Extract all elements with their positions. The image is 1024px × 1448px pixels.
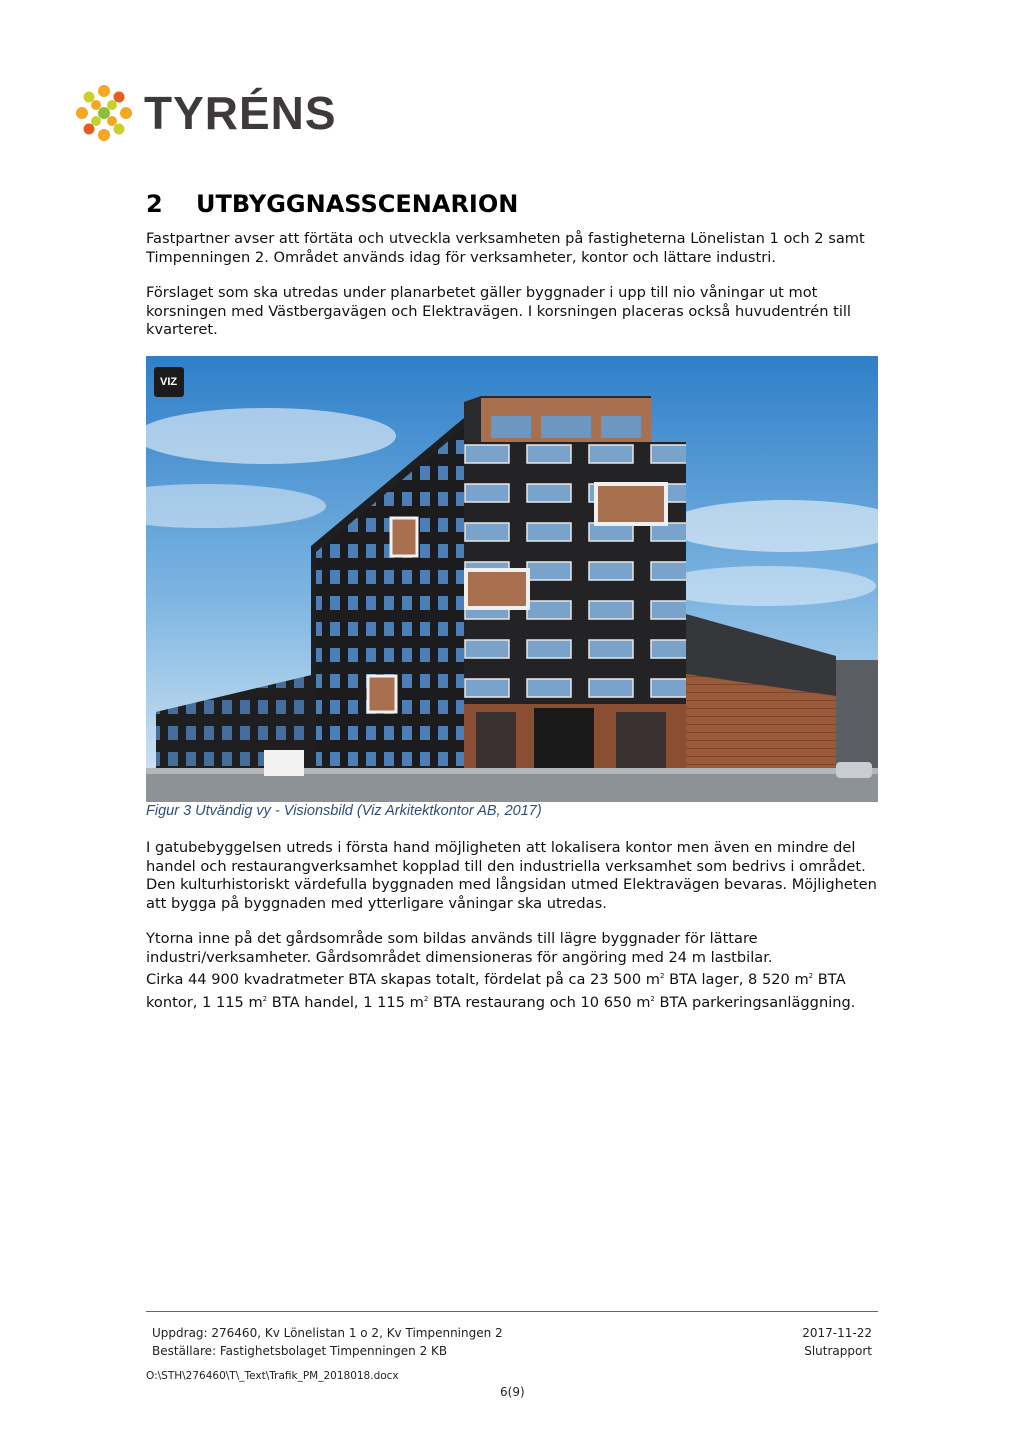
- area-text-e: BTA restaurang och 10 650 m: [428, 993, 651, 1011]
- footer-bestallare: Beställare: Fastighetsbolaget Timpenningen 2 KB: [152, 1344, 448, 1358]
- footer-date: 2017-11-22: [802, 1326, 872, 1340]
- paragraph-4-intro: Ytorna inne på det gårdsområde som bildas används till lägre byggnader för lättare industri/verksamheter. Gårdsområdet dimensioneras för angöring med 24 m lastbilar.: [146, 930, 773, 966]
- viz-badge: VIZ: [160, 376, 178, 388]
- footer-report-type: Slutrapport: [804, 1344, 872, 1358]
- section-heading: [146, 190, 518, 218]
- area-text-b: BTA lager, 8 520 m: [664, 971, 809, 988]
- building-image: [146, 356, 878, 802]
- superscript: 2: [650, 994, 655, 1003]
- tyrens-flower-icon: [76, 84, 132, 142]
- footer-uppdrag: Uppdrag: 276460, Kv Lönelistan 1 o 2, Kv Timpenningen 2: [152, 1326, 503, 1340]
- area-text-c: BTA kontor, 1 115 m: [146, 971, 846, 1011]
- section-title: UTBYGGNASSCENARION: [196, 190, 519, 218]
- superscript: 2: [808, 972, 814, 980]
- paragraph-4: [146, 930, 886, 1012]
- figure-caption: Figur 3 Utvändig vy - Visionsbild (Viz Arkitektkontor AB, 2017): [146, 803, 542, 819]
- footer-file-path: O:\STH\276460\T\_Text\Trafik_PM_2018018.docx: [146, 1370, 399, 1382]
- area-text-a: Cirka 44 900 kvadratmeter BTA skapas totalt, fördelat på ca 23 500 m: [146, 971, 660, 988]
- paragraph-2: Förslaget som ska utredas under planarbetet gäller byggnader i upp till nio våningar ut mot korsningen med Västbergavägen och Elektravägen. I korsningen placeras också huvudentrén till kvarteret.: [146, 284, 851, 338]
- tyrens-logo: [76, 84, 337, 142]
- paragraph-3: I gatubebyggelsen utreds i första hand möjligheten att lokalisera kontor men även en mindre del handel och restaurangverksamhet kopplad till den industriella verksamhet som bedrivs i området. Den kulturhistoriskt värdefulla byggnaden med långsidan utmed Elektravägen bevaras. Möjligheten att bygga på byggnaden med ytterligare våningar ska utredas.: [146, 839, 877, 912]
- superscript: 2: [423, 994, 429, 1003]
- page-number: 6(9): [500, 1385, 525, 1399]
- area-text-d: BTA handel, 1 115 m: [267, 993, 424, 1011]
- footer-divider: [146, 1311, 878, 1312]
- logo-wordmark: TYRÉNS: [144, 87, 337, 139]
- superscript: 2: [262, 994, 268, 1003]
- paragraph-1: Fastpartner avser att förtäta och utveckla verksamheten på fastigheterna Lönelistan 1 och 2 samt Timpenningen 2. Området används idag för verksamheter, kontor och lättare industri.: [146, 230, 865, 266]
- section-number: 2: [146, 190, 163, 218]
- building-visualization: [146, 356, 878, 802]
- area-text-f: BTA parkeringsanläggning.: [654, 993, 856, 1011]
- superscript: 2: [659, 972, 665, 980]
